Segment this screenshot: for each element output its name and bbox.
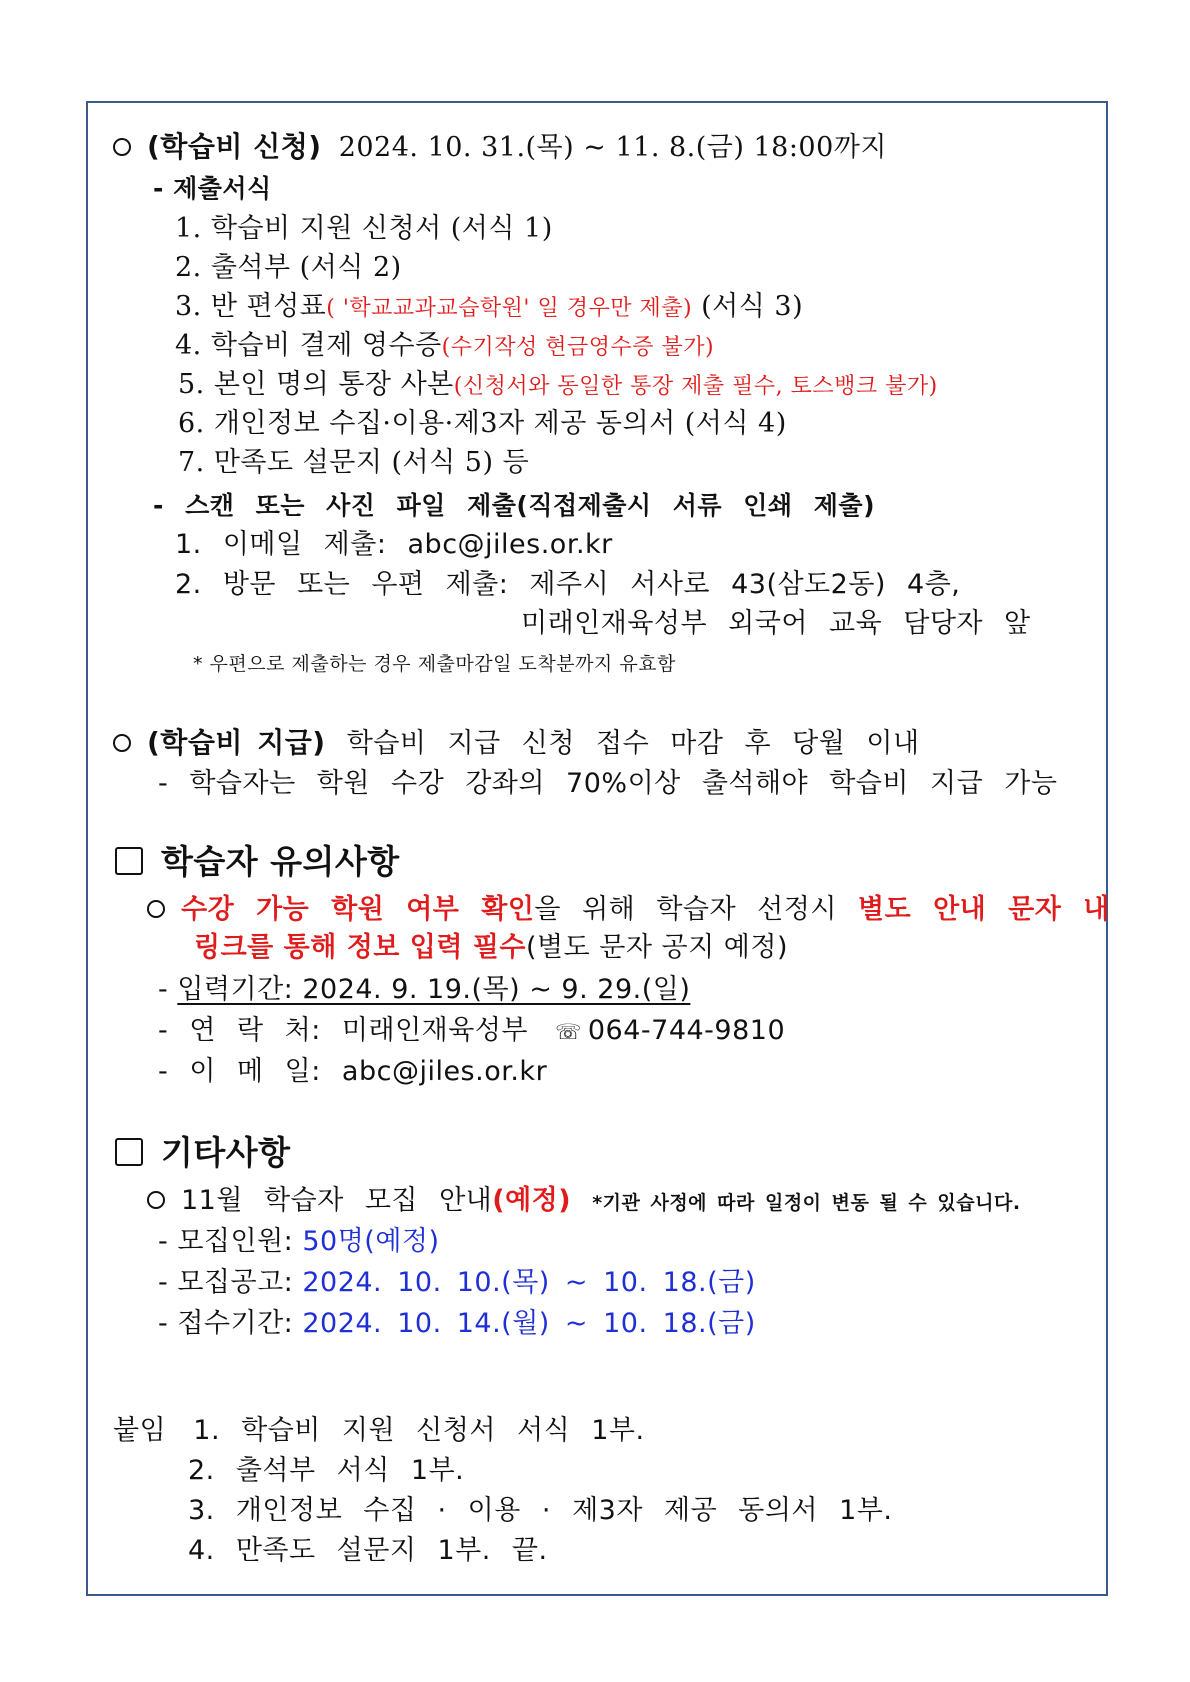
section-payment-line: [113, 724, 920, 763]
section-payment-text: 학습비 지급 신청 접수 마감 후 당월 이내: [346, 728, 920, 759]
recruit-note: *기관 사정에 따라 일정이 변동 될 수 있습니다.: [592, 1192, 1021, 1214]
form-item-4-text: 4. 학습비 결제 영수증: [175, 330, 442, 361]
attachments-label: 붙임: [113, 1415, 167, 1446]
recruit-line: [147, 1182, 1021, 1222]
scan-heading: - 스캔 또는 사진 파일 제출(직접제출시 서류 인쇄 제출): [153, 491, 876, 520]
notice-line-1: [147, 891, 1110, 929]
form-item-2: [175, 249, 402, 287]
notice-text-2: (별도 문자 공지 예정): [526, 932, 788, 963]
form-item-7-text: 7. 만족도 설문지 (서식 5) 등: [178, 447, 530, 478]
form-item-1-text: 1. 학습비 지원 신청서 (서식 1): [175, 213, 553, 244]
form-item-5-text: 5. 본인 명의 통장 사본: [178, 369, 454, 400]
recruit-notice-label: - 모집공고:: [158, 1267, 303, 1298]
form-item-3: [175, 288, 803, 328]
recruit-count: [158, 1223, 440, 1261]
contact-phone: 064-744-9810: [587, 1015, 786, 1046]
contact-label: - 연 락 처: 미래인재육성부: [158, 1015, 528, 1046]
form-item-5: [178, 366, 938, 406]
form-item-2-text: 2. 출석부 (서식 2): [175, 252, 402, 283]
form-item-7: [178, 444, 529, 482]
form-item-5-note: (신청서와 동일한 통장 제출 필수, 토스뱅크 불가): [453, 374, 938, 399]
input-period-text: 입력기간: 2024. 9. 19.(목) ~ 9. 29.(일): [177, 974, 691, 1005]
form-item-3-text: 3. 반 편성표: [175, 291, 327, 322]
recruit-receipt-value: 2024. 10. 14.(월) ~ 10. 18.(금): [302, 1308, 756, 1339]
attachment-item-2: 2. 출석부 서식 1부.: [188, 1455, 465, 1486]
recruit-tentative: (예정): [492, 1185, 572, 1216]
form-item-3-tail: (서식 3): [692, 291, 804, 322]
recruit-count-value: 50명(예정): [302, 1226, 440, 1257]
circle-bullet-icon: [113, 138, 131, 156]
section-apply-period: 2024. 10. 31.(목) ~ 11. 8.(금) 18:00까지: [338, 132, 887, 163]
section-notice-heading: [115, 843, 400, 881]
circle-bullet-icon: [147, 1191, 165, 1209]
section-etc-title: 기타사항: [161, 1133, 291, 1172]
checkbox-square-icon: [115, 847, 143, 875]
attachments-line-1: [113, 1412, 645, 1450]
checkbox-square-icon: [115, 1138, 143, 1166]
recruit-count-label: - 모집인원:: [158, 1226, 303, 1257]
notice-highlight-1: 수강 가능 학원 여부 확인: [181, 894, 535, 925]
notice-highlight-3: 링크를 통해 정보 입력 필수: [194, 932, 527, 963]
submit-visit: 2. 방문 또는 우편 제출: 제주시 서사로 43(삼도2동) 4층,: [175, 569, 961, 600]
attachment-item-4: 4. 만족도 설문지 1부. 끝.: [188, 1535, 548, 1566]
payment-condition: - 학습자는 학원 수강 강좌의 70%이상 출석해야 학습비 지급 가능: [158, 768, 1058, 799]
section-notice-title: 학습자 유의사항: [161, 842, 400, 881]
attachment-item-1: 1. 학습비 지원 신청서 서식 1부.: [193, 1415, 645, 1446]
section-payment-title: (학습비 지급): [147, 726, 326, 759]
circle-bullet-icon: [147, 900, 165, 918]
contact-line: [158, 1012, 785, 1051]
submit-email: 1. 이메일 제출: abc@jiles.or.kr: [175, 529, 613, 560]
recruit-notice-value: 2024. 10. 10.(목) ~ 10. 18.(금): [302, 1267, 756, 1298]
form-item-6: [178, 405, 787, 443]
section-etc-heading: [115, 1134, 291, 1172]
notice-highlight-2: 별도 안내 문자 내: [858, 894, 1110, 925]
form-item-3-note: ( '학교교과교습학원' 일 경우만 제출): [326, 296, 693, 321]
recruit-title: 11월 학습자 모집 안내: [181, 1185, 493, 1216]
notice-text-1: 을 위해 학습자 선정시: [534, 894, 858, 925]
recruit-notice-period: [158, 1264, 756, 1302]
recruit-receipt-label: - 접수기간:: [158, 1308, 303, 1339]
section-apply-line: [113, 128, 887, 167]
circle-bullet-icon: [113, 734, 131, 752]
contact-email: - 이 메 일: abc@jiles.or.kr: [158, 1056, 548, 1087]
forms-heading: - 제출서식: [153, 174, 272, 203]
section-apply-title: (학습비 신청): [147, 130, 322, 163]
submit-visit-recipient: 미래인재육성부 외국어 교육 담당자 앞: [521, 608, 1031, 639]
form-item-4: [175, 327, 714, 367]
form-item-1: [175, 210, 553, 248]
attachment-item-3: 3. 개인정보 수집 · 이용 · 제3자 제공 동의서 1부.: [188, 1495, 893, 1526]
input-period: - 입력기간: 2024. 9. 19.(목) ~ 9. 29.(일): [158, 974, 691, 1005]
recruit-receipt-period: [158, 1305, 756, 1343]
phone-icon: ☏: [555, 1020, 582, 1044]
form-item-6-text: 6. 개인정보 수집·이용·제3자 제공 동의서 (서식 4): [178, 408, 787, 439]
mail-note: * 우편으로 제출하는 경우 제출마감일 도착분까지 유효함: [193, 653, 676, 675]
form-item-4-note: (수기작성 현금영수증 불가): [441, 335, 715, 360]
notice-line-2: [194, 929, 788, 967]
